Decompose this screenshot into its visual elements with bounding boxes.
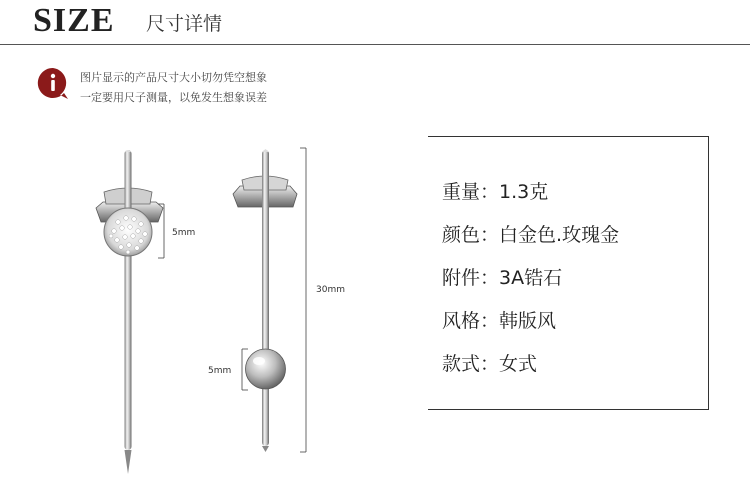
spec-label: 款式 [442, 353, 481, 375]
notice-line-2: 一定要用尺子测量，以免发生想象误差 [80, 91, 267, 104]
spec-label: 风格 [442, 310, 481, 332]
size-title: SIZE [33, 2, 115, 39]
spec-row-accessory [442, 257, 619, 300]
spec-separator: ： [480, 224, 500, 246]
earring-left [96, 150, 164, 474]
size-subtitle: 尺寸详情 [146, 13, 223, 35]
ball-size-label: 5mm [208, 366, 232, 376]
spec-value: 3A锆石 [499, 267, 563, 289]
notice-line-1: 图片显示的产品尺寸大小切勿凭空想象 [80, 71, 267, 84]
spec-row-type [442, 343, 619, 386]
spec-separator: ： [480, 181, 500, 203]
spec-separator: ： [480, 353, 500, 375]
spec-row-style [442, 300, 619, 343]
spec-label: 附件 [442, 267, 481, 289]
spec-value: 1.3克 [499, 181, 549, 203]
spec-label: 重量 [442, 181, 481, 203]
spec-value: 韩版风 [499, 310, 557, 332]
spec-row-color [442, 214, 619, 257]
spec-row-weight [442, 171, 619, 214]
spec-box [428, 136, 709, 410]
stud-size-label: 5mm [172, 228, 196, 238]
spec-label: 颜色 [442, 224, 481, 246]
spec-separator: ： [480, 267, 500, 289]
spec-list [442, 171, 619, 386]
earring-right [233, 148, 306, 452]
spec-separator: ： [480, 310, 500, 332]
spec-value: 白金色.玫瑰金 [499, 224, 620, 246]
total-length-label: 30mm [316, 285, 345, 295]
spec-value: 女式 [499, 353, 538, 375]
